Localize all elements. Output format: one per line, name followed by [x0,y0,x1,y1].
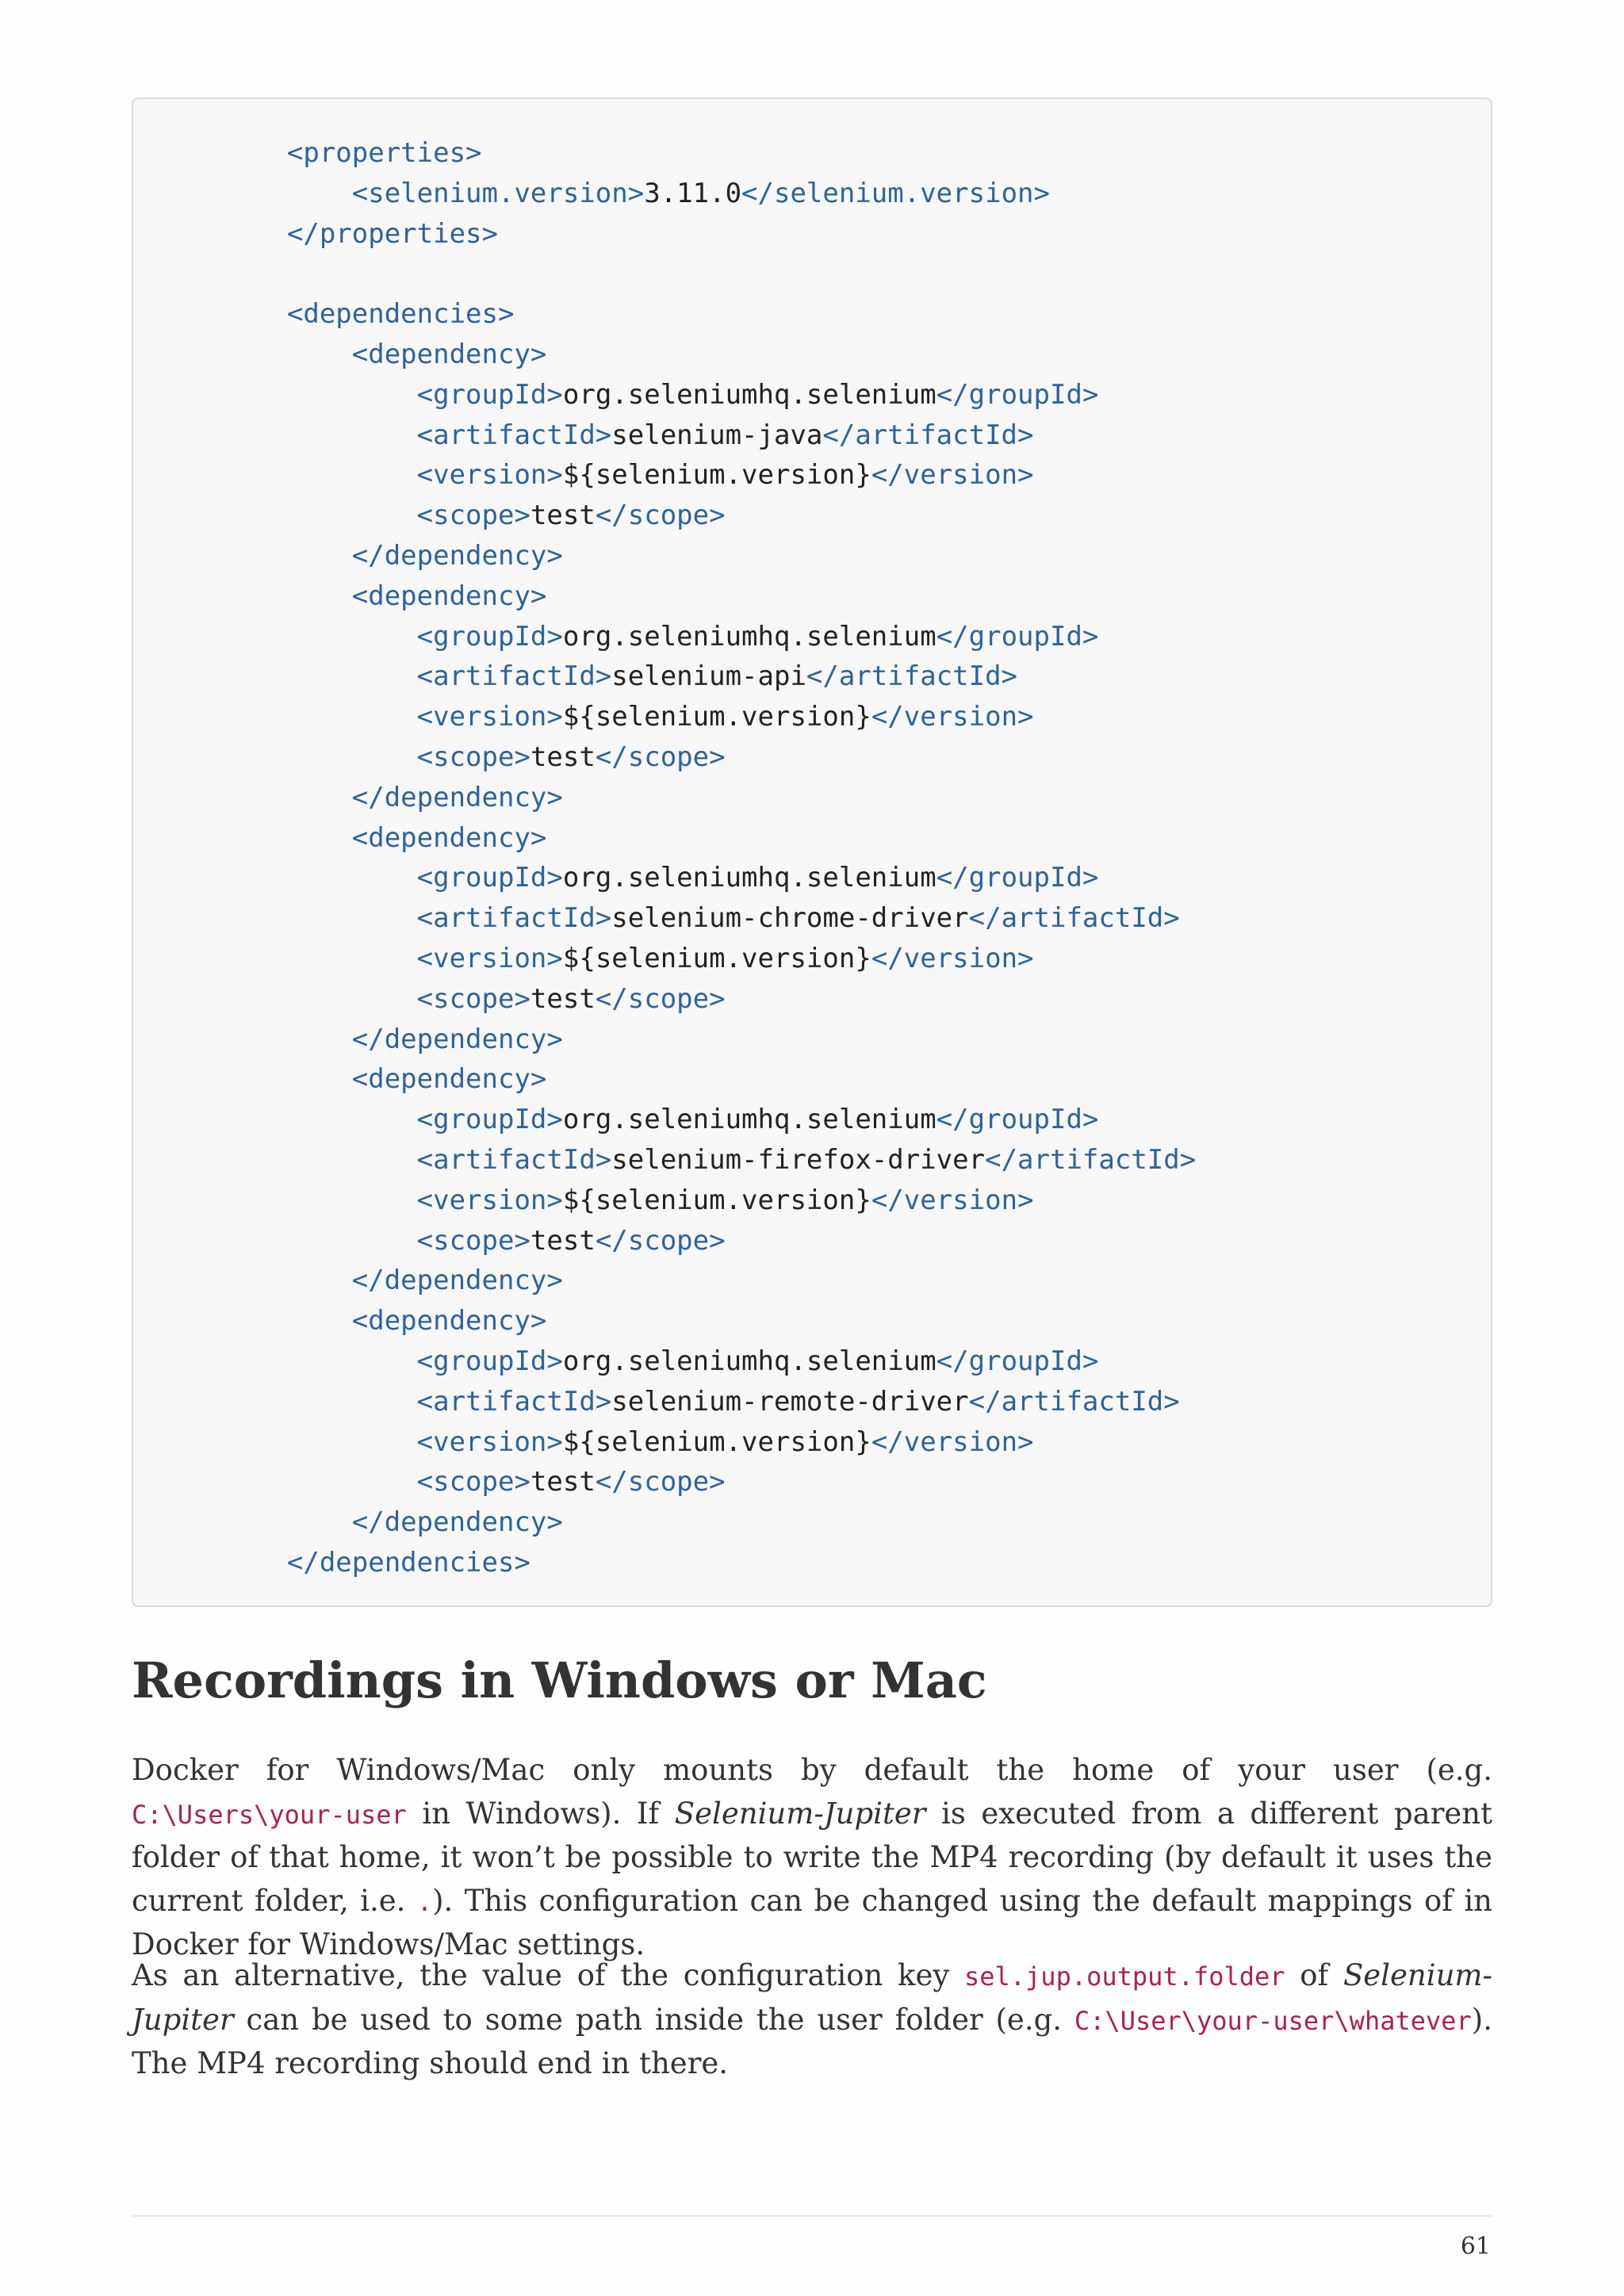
code-value: test [530,1224,596,1257]
text-run: Docker for Windows/Mac only mounts by default the home of your user (e.g. [132,1753,1492,1787]
code-tag: <groupId> [222,1104,563,1136]
code-tag: <version> [222,942,563,974]
code-value: ${selenium.version} [562,1184,871,1216]
code-lines [222,133,1491,1583]
code-tag: <scope> [222,1224,530,1257]
code-line [222,778,1491,818]
code-tag: <artifactId> [222,902,612,935]
inline-code-home-path: C:\Users\your-user [132,1799,407,1830]
section-title: Recordings in Windows or Mac [132,1651,987,1709]
code-line [222,697,1491,737]
code-value: org.seleniumhq.selenium [562,1345,936,1377]
code-tag: <dependency> [222,580,547,612]
code-value: 3.11.0 [644,177,742,209]
code-value: selenium-java [611,419,823,451]
code-tag: <version> [222,701,563,733]
code-value: ${selenium.version} [562,459,871,492]
code-value: org.seleniumhq.selenium [562,620,936,652]
code-tag: <scope> [222,740,530,773]
code-tag: </version> [871,1425,1034,1458]
code-tag: </dependencies> [222,1546,530,1578]
code-tag: </scope> [595,740,726,773]
code-tag: <version> [222,459,563,492]
code-tag: <properties> [222,137,482,169]
paragraph-alternative [132,1954,1492,2086]
emphasis-selenium-jupiter: Selenium-Jupiter [674,1796,926,1831]
code-line [222,455,1491,496]
code-value: org.seleniumhq.selenium [562,862,936,894]
text-run: ). This configuration can be changed using the default mappings of in Docker for Windows/Mac settings. [132,1883,1493,1961]
code-value: selenium-firefox-driver [611,1143,986,1176]
text-run: ). The MP4 recording should end in there. [132,2002,1492,2080]
code-tag: </artifactId> [985,1143,1197,1176]
code-tag: </groupId> [936,1104,1099,1136]
code-block [132,98,1492,1607]
code-tag: <version> [222,1425,563,1458]
code-tag: </dependency> [222,539,563,572]
code-tag: <scope> [222,1466,530,1498]
code-tag: </scope> [595,1466,726,1498]
code-tag: </artifactId> [822,419,1034,451]
code-line [222,818,1491,859]
code-tag: </artifactId> [806,660,1018,693]
code-value: org.seleniumhq.selenium [562,378,936,411]
code-line [222,1422,1491,1463]
code-tag: </dependency> [222,1265,563,1297]
code-line [222,1301,1491,1341]
code-tag: </groupId> [936,1345,1099,1377]
code-value: ${selenium.version} [562,1425,871,1458]
code-value: test [530,1466,596,1498]
code-tag: <scope> [222,499,530,532]
code-line [222,214,1491,254]
code-tag: </version> [871,701,1034,733]
text-run: As an alternative, the value of the configuration key [132,1958,964,1992]
code-tag: </dependency> [222,1506,563,1539]
code-tag: </dependency> [222,1023,563,1055]
code-tag: <artifactId> [222,1385,612,1418]
code-tag: </groupId> [936,862,1099,894]
code-line [222,858,1491,898]
text-run: can be used to some path inside the user folder (e.g. [233,2002,1074,2037]
code-line [222,1181,1491,1221]
code-tag: </groupId> [936,378,1099,411]
code-tag: <groupId> [222,1345,563,1377]
code-tag: <dependencies> [222,298,515,331]
code-tag: <dependency> [222,338,547,370]
code-tag: <scope> [222,982,530,1015]
code-line [222,294,1491,335]
code-line [222,335,1491,375]
text-run: in Windows). If [406,1796,675,1831]
code-value: test [530,982,596,1015]
code-line [222,174,1491,214]
code-value: test [530,499,596,532]
text-run: of [1285,1958,1343,1992]
code-line [222,1221,1491,1261]
code-line [222,375,1491,415]
code-line [222,1341,1491,1382]
inline-code-config-key: sel.jup.output.folder [963,1961,1285,1992]
emphasis-selenium-jupiter: Selenium-Jupiter [132,1958,1492,2037]
code-tag: </properties> [222,217,498,250]
code-value: selenium-chrome-driver [611,902,969,935]
code-tag: </version> [871,1184,1034,1216]
code-tag: <artifactId> [222,1143,612,1176]
code-tag: <dependency> [222,1305,547,1337]
code-tag: <artifactId> [222,660,612,693]
text-run: is executed from a different parent folder of that home, it won’t be possible to write the MP4 recording (by default it uses the current folder, i.e. [132,1796,1492,1918]
code-line [222,1502,1491,1543]
code-tag: <dependency> [222,1063,547,1096]
code-value: selenium-remote-driver [611,1385,969,1418]
code-tag: </scope> [595,1224,726,1257]
code-line [222,1020,1491,1060]
code-tag: <version> [222,1184,563,1216]
code-line [222,496,1491,536]
code-line [222,1382,1491,1422]
inline-code-current-folder: . [416,1886,433,1917]
code-line [222,1543,1491,1583]
code-listing [222,133,1491,1583]
code-line [222,939,1491,979]
code-line [222,617,1491,657]
code-tag: <selenium.version> [222,177,645,209]
code-line [222,254,1491,294]
code-tag: </version> [871,942,1034,974]
code-line [222,1100,1491,1140]
code-line [222,898,1491,939]
code-tag: <artifactId> [222,419,612,451]
code-line [222,1261,1491,1301]
code-line [222,1059,1491,1100]
code-line [222,576,1491,617]
code-line [222,415,1491,456]
code-tag: </version> [871,459,1034,492]
footer-divider [132,2215,1492,2217]
code-tag: </groupId> [936,620,1099,652]
code-tag: </artifactId> [968,1385,1180,1418]
page-number: 61 [1460,2233,1491,2260]
code-value: test [530,740,596,773]
code-line [222,979,1491,1020]
code-tag: <groupId> [222,620,563,652]
paragraph-docker-mounts [132,1749,1492,1967]
code-tag: <dependency> [222,821,547,854]
code-line [222,737,1491,778]
code-tag: </selenium.version> [741,177,1050,209]
code-line [222,1140,1491,1181]
code-value: ${selenium.version} [562,701,871,733]
code-tag: </dependency> [222,781,563,813]
code-tag: <groupId> [222,862,563,894]
code-line [222,133,1491,174]
code-line [222,656,1491,697]
code-tag: </scope> [595,499,726,532]
code-line [222,1462,1491,1502]
code-tag: </artifactId> [968,902,1180,935]
code-value: selenium-api [611,660,806,693]
code-tag: <groupId> [222,378,563,411]
code-value: ${selenium.version} [562,942,871,974]
inline-code-user-path: C:\User\your-user\whatever [1074,2005,1472,2036]
code-tag: </scope> [595,982,726,1015]
code-line [222,536,1491,576]
code-value: org.seleniumhq.selenium [562,1104,936,1136]
